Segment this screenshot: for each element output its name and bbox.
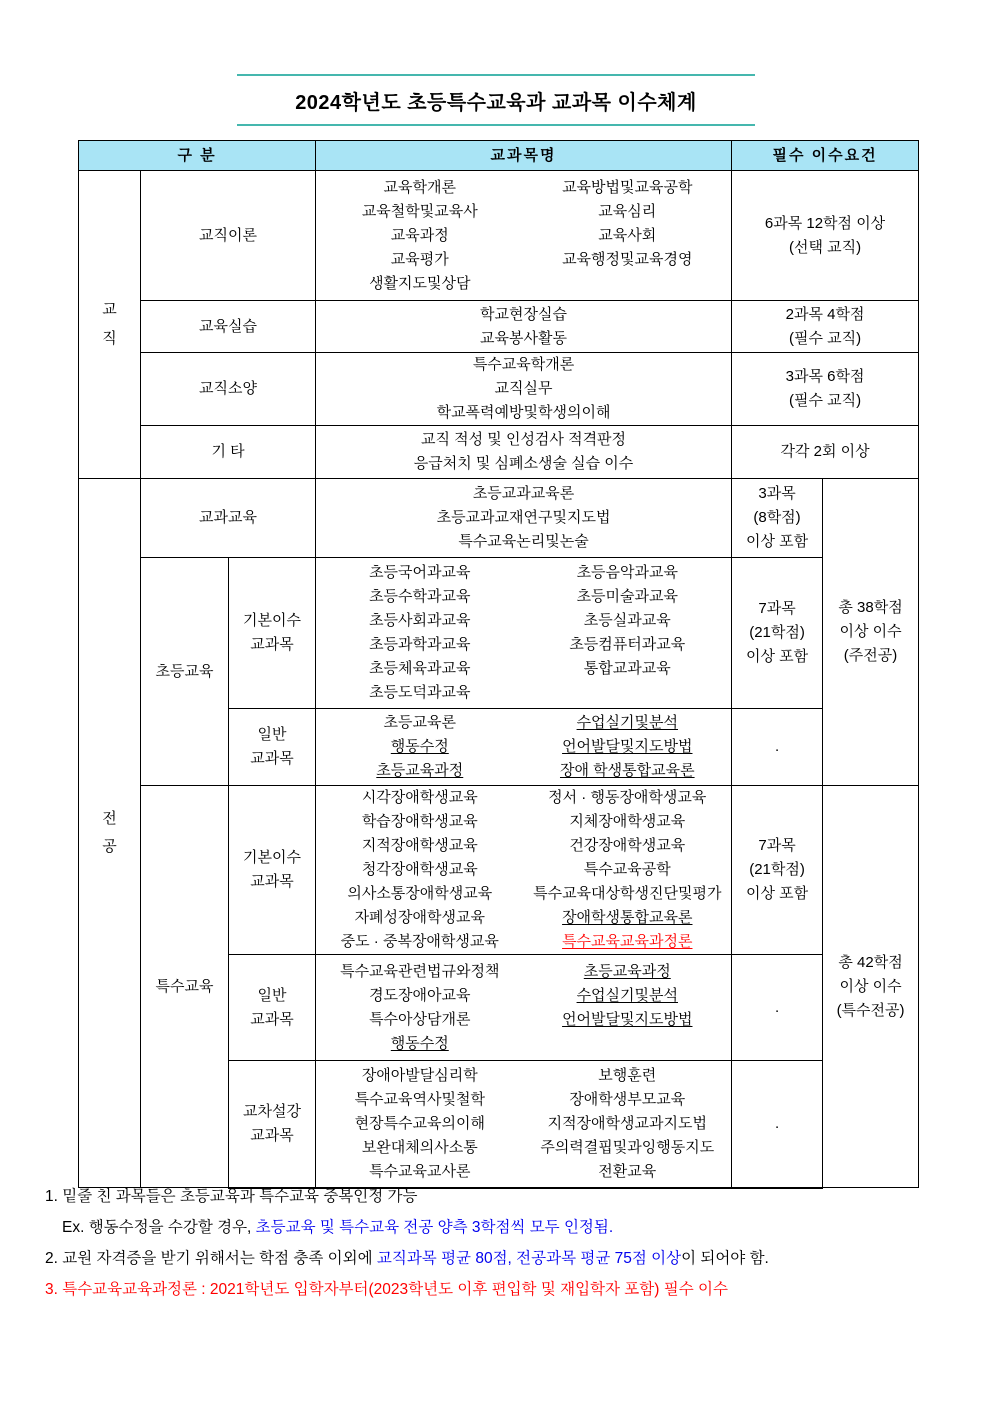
list-line: 특수교육관련법규와정책: [340, 962, 500, 980]
list-line: 초등수학과교육: [369, 588, 471, 605]
header-requirement: 필수 이수요건: [732, 141, 919, 171]
list-line: 이상 포함: [745, 648, 809, 665]
list-line: 보완대체의사소통: [361, 1138, 478, 1156]
row-label-special-cross: [229, 1061, 316, 1188]
header-course-name: 교과목명: [316, 141, 732, 171]
list-line: (8학점): [753, 509, 801, 526]
list-line: 이상 이수: [839, 977, 902, 995]
courses-theory: [316, 171, 732, 301]
list-line: 교과목: [250, 636, 294, 653]
requirement-soyang: [732, 353, 919, 426]
list-line: 특수교육학개론: [472, 356, 575, 373]
list-line: 교: [102, 301, 117, 318]
list-line: 초등국어과교육: [369, 564, 471, 581]
footnote-segment: 3. 특수교육교육과정론 : 2021학년도 입학자부터(2023학년도 이후 편입학 및 재입학자 포함) 필수 이수: [45, 1281, 728, 1298]
list-line: 청각장애학생교육: [361, 861, 478, 878]
list-line: 교육봉사활동: [480, 329, 567, 347]
section-label-jeongong: [79, 479, 141, 1188]
row-label-etc: 기 타: [141, 426, 316, 479]
list-line: 7과목: [758, 837, 796, 854]
course-list-special-cross-left: [316, 1064, 524, 1184]
list-line: 장애학생부모교육: [569, 1090, 686, 1108]
course-list-elem-basic-right: [524, 561, 732, 705]
list-line: 일반: [257, 986, 287, 1004]
list-line: 학교현장실습: [480, 305, 567, 323]
requirement-etc: [732, 426, 919, 479]
list-line: .: [774, 1114, 780, 1132]
list-line: 주의력결핍및과잉행동지도: [540, 1138, 715, 1156]
row-label-theory: 교직이론: [141, 171, 316, 301]
row-label-gyogwa: 교과교육: [141, 479, 316, 558]
list-line: 교육심리: [598, 202, 657, 220]
list-line: 현장특수교육의이해: [354, 1114, 485, 1132]
courses-elem-basic: [316, 558, 732, 709]
group-label-elementary: 초등교육: [141, 558, 229, 786]
list-line: 이상 이수: [839, 623, 902, 640]
list-line: 응급처치 및 심폐소생술 실습 이수: [413, 455, 634, 472]
list-line: 특수교육역사및철학: [354, 1090, 485, 1108]
list-line: 총 42학점: [838, 953, 903, 971]
list-line: (21학점): [749, 861, 805, 878]
list-line: (21학점): [749, 624, 805, 641]
list-line: 지적장애학생교육: [361, 837, 478, 854]
list-line: 자폐성장애학생교육: [354, 909, 485, 926]
list-line: 전환교육: [598, 1162, 657, 1180]
requirement-elem-general: [732, 709, 823, 786]
list-line: 초등체육과교육: [369, 660, 471, 677]
row-label-elem-general: [229, 709, 316, 786]
requirement-practice: [732, 301, 919, 353]
list-line: 교육평가: [390, 250, 449, 268]
list-line: 교육과정: [390, 226, 449, 244]
list-line: 초등음악과교육: [576, 564, 678, 581]
list-line: (선택 교직): [788, 238, 862, 256]
list-line: 교육행정및교육경영: [562, 250, 693, 268]
footnote-segment: 2. 교원 자격증을 받기 위해서는 학점 충족 이외에: [45, 1250, 377, 1267]
list-line: 언어발달및지도방법: [562, 1010, 693, 1028]
list-line: 수업실기및분석: [576, 986, 678, 1004]
row-label-elem-basic: [229, 558, 316, 709]
row-label-practice: 교육실습: [141, 301, 316, 353]
course-list-special-general-left: [316, 960, 524, 1056]
list-line: 초등교과교재연구및지도법: [436, 509, 611, 526]
list-line: 언어발달및지도방법: [562, 738, 693, 755]
courses-special-basic: [316, 786, 732, 955]
list-line: 지체장애학생교육: [569, 813, 686, 830]
course-list-gyogwa: [316, 479, 732, 558]
list-line: 건강장애학생교육: [569, 837, 686, 854]
list-line: 학교폭력예방및학생의이해: [436, 404, 611, 421]
course-list-etc: [316, 426, 732, 479]
list-line: 직: [102, 329, 117, 347]
list-line: (필수 교직): [788, 392, 862, 409]
courses-special-general: [316, 955, 732, 1061]
footnote-segment: 이 되어야 함.: [681, 1250, 769, 1267]
list-line: 특수교육대상학생진단및평가: [533, 885, 722, 902]
list-line: 초등컴퓨터과교육: [569, 636, 686, 653]
list-line: 3과목 6학점: [785, 368, 865, 385]
list-line: 초등사회과교육: [369, 612, 471, 629]
requirement-span-special-major: [823, 786, 919, 1188]
course-list-theory-right: [524, 176, 732, 296]
list-line: 2과목 4학점: [785, 305, 865, 323]
list-line: 교과목: [250, 1010, 294, 1028]
list-line: 교직 적성 및 인성검사 적격판정: [421, 431, 627, 448]
list-line: 초등과학과교육: [369, 636, 471, 653]
list-line: (필수 교직): [788, 329, 862, 347]
course-list-practice: [316, 301, 732, 353]
course-list-elem-general-left: [316, 711, 524, 783]
list-line: 기본이수: [243, 612, 301, 629]
list-line: 의사소통장애학생교육: [347, 885, 493, 902]
list-line: 교육사회: [598, 226, 657, 244]
list-line: 장애학생통합교육론: [562, 909, 693, 926]
row-label-soyang: 교직소양: [141, 353, 316, 426]
course-list-special-general-right: [524, 960, 732, 1056]
list-line: 초등미술과교육: [576, 588, 678, 605]
list-line: 특수교육교육과정론: [562, 933, 693, 950]
course-list-elem-general-right: [524, 711, 732, 783]
course-completion-table: [78, 140, 919, 1189]
list-line: 일반: [257, 726, 287, 743]
list-line: 시각장애학생교육: [361, 789, 478, 806]
course-list-special-basic-left: [316, 786, 524, 954]
footnote-1-example: [45, 1217, 955, 1239]
list-line: 기본이수: [243, 849, 301, 866]
course-list-soyang: [316, 353, 732, 426]
list-line: 생활지도및상담: [369, 274, 471, 292]
list-line: 특수교육교사론: [369, 1162, 471, 1180]
footnote-segment: 교직과목 평균 80점, 전공과목 평균 75점 이상: [376, 1250, 682, 1267]
list-line: 장애 학생통합교육론: [559, 762, 695, 779]
requirement-elem-basic: [732, 558, 823, 709]
requirement-gyogwa: [732, 479, 823, 558]
requirement-span-main-major: [823, 479, 919, 786]
list-line: 각각 2회 이상: [780, 443, 870, 460]
list-line: 6과목 12학점 이상: [764, 214, 886, 232]
group-label-special: 특수교육: [141, 786, 229, 1188]
requirement-theory: [732, 171, 919, 301]
course-list-special-cross-right: [524, 1064, 732, 1184]
list-line: (주전공): [843, 647, 898, 664]
list-line: 경도장애아교육: [369, 986, 471, 1004]
list-line: 초등교육과정: [376, 762, 464, 779]
footnote-segment: 초등교육 및 특수교육 전공 양측 3학점씩 모두 인정됨.: [255, 1219, 614, 1236]
course-list-elem-basic-left: [316, 561, 524, 705]
footnotes: [45, 1186, 955, 1310]
list-line: 통합교과교육: [583, 660, 671, 677]
list-line: 학습장애학생교육: [361, 813, 478, 830]
requirement-special-cross: [732, 1061, 823, 1188]
row-label-special-general: [229, 955, 316, 1061]
list-line: 교과목: [250, 750, 294, 767]
list-line: .: [774, 738, 780, 755]
list-line: 지적장애학생교과지도법: [547, 1114, 707, 1132]
courses-special-cross: [316, 1061, 732, 1188]
requirement-special-general: [732, 955, 823, 1061]
list-line: 정서 · 행동장애학생교육: [548, 789, 707, 806]
course-list-special-basic-right: [524, 786, 732, 954]
list-line: 교육학개론: [383, 178, 456, 196]
list-line: 초등교과교육론: [472, 485, 575, 502]
list-line: .: [774, 998, 780, 1016]
list-line: 초등교육론: [383, 714, 456, 731]
list-line: 수업실기및분석: [576, 714, 678, 731]
list-line: 초등실과교육: [583, 612, 671, 629]
list-line: 3과목: [758, 485, 796, 502]
footnote-segment: Ex. 행동수정을 수강할 경우,: [62, 1219, 256, 1236]
list-line: 장애아발달심리학: [361, 1066, 478, 1084]
page-title: 2024학년도 초등특수교육과 교과목 이수체계: [237, 74, 755, 126]
list-line: 행동수정: [390, 738, 449, 755]
footnote-2: [45, 1248, 955, 1270]
list-line: 7과목: [758, 600, 796, 617]
course-list-theory-left: [316, 176, 524, 296]
list-line: 초등도덕과교육: [369, 684, 471, 701]
list-line: 이상 포함: [745, 533, 809, 550]
list-line: 교과목: [250, 1126, 294, 1144]
courses-elem-general: [316, 709, 732, 786]
list-line: 전: [102, 809, 117, 827]
list-line: 교차설강: [243, 1102, 301, 1120]
list-line: 특수교육공학: [583, 861, 671, 878]
list-line: 이상 포함: [745, 885, 809, 902]
header-category: 구 분: [79, 141, 316, 171]
list-line: 교육철학및교육사: [361, 202, 478, 220]
list-line: 초등교육과정: [583, 962, 671, 980]
section-label-gyojik: [79, 171, 141, 479]
list-line: 중도 · 중복장애학생교육: [340, 933, 499, 950]
footnote-1: [45, 1186, 955, 1208]
list-line: (특수전공): [836, 1001, 905, 1019]
list-line: 공: [102, 838, 117, 855]
list-line: 총 38학점: [838, 599, 903, 616]
footnote-segment: 1. 밑줄 친 과목들은 초등교육과 특수교육 중복인정 가능: [45, 1188, 418, 1205]
list-line: 특수교육논리및논술: [458, 533, 589, 550]
list-line: 특수아상담개론: [369, 1010, 471, 1028]
list-line: 보행훈련: [598, 1066, 657, 1084]
requirement-special-basic: [732, 786, 823, 955]
list-line: 행동수정: [390, 1034, 449, 1052]
list-line: 교직실무: [494, 380, 553, 397]
list-line: 교과목: [250, 873, 294, 890]
footnote-3: [45, 1279, 955, 1301]
row-label-special-basic: [229, 786, 316, 955]
list-line: 교육방법및교육공학: [562, 178, 693, 196]
